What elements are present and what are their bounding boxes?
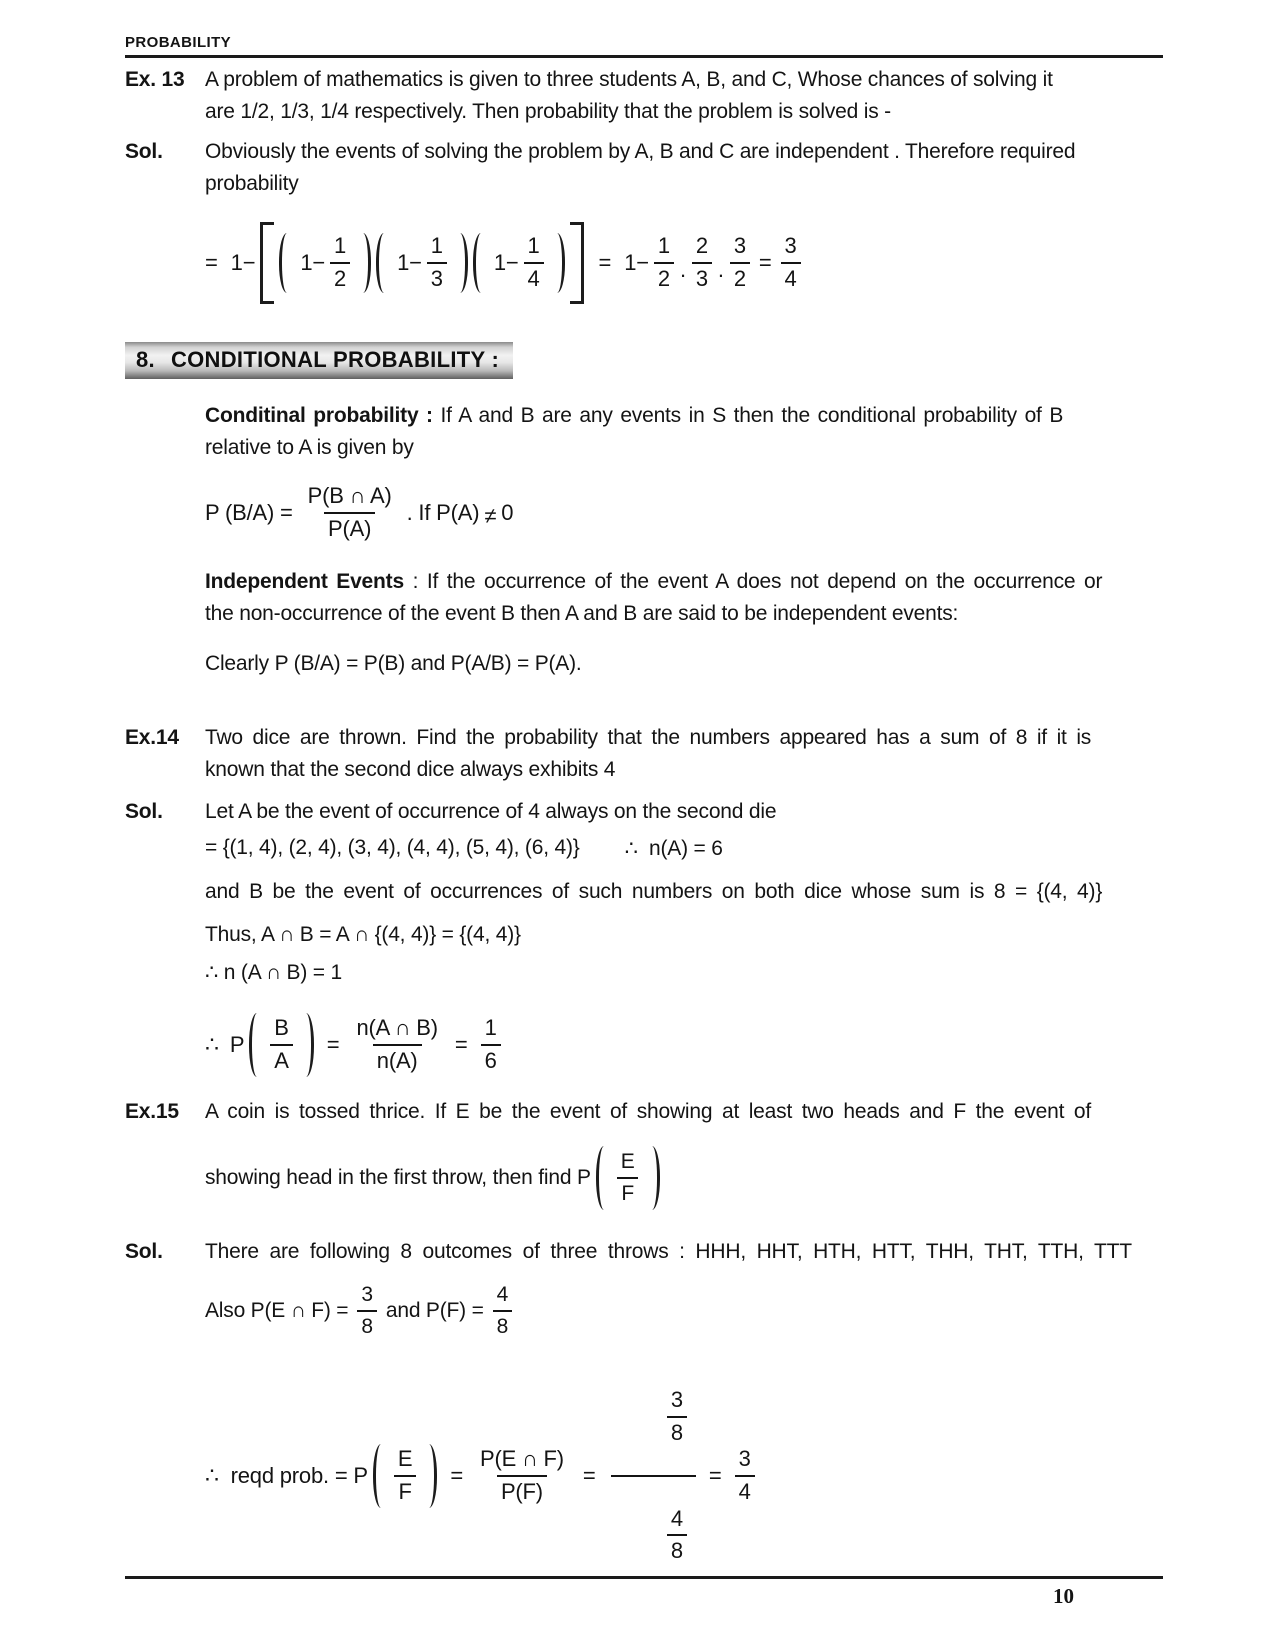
therefore-sign: ∴ xyxy=(205,1032,219,1057)
fraction-denominator: 8 xyxy=(357,1310,376,1339)
fraction-numerator: 4 xyxy=(670,1505,683,1531)
fraction-numerator: 1 xyxy=(527,233,540,259)
compound-fraction xyxy=(611,1364,696,1589)
equals-sign: = xyxy=(205,250,218,275)
fraction-numerator: n(A ∩ B) xyxy=(356,1015,438,1041)
fraction-numerator: 3 xyxy=(670,1387,683,1413)
term: 0 xyxy=(501,500,514,525)
equals-sign: = xyxy=(598,250,612,275)
example-15-line2 xyxy=(205,1140,660,1216)
definition-term: Conditinal probability : xyxy=(205,404,433,427)
fraction-denominator: A xyxy=(270,1044,292,1074)
fraction xyxy=(394,1447,416,1504)
term: . If P(A) xyxy=(406,500,480,525)
solution-13-label: Sol. xyxy=(125,140,163,163)
example-13-label: Ex. 13 xyxy=(125,68,185,91)
text-line: ∴ n (A ∩ B) = 1 xyxy=(205,961,342,984)
dot-operator: . xyxy=(679,257,686,282)
clearly-line: Clearly P (B/A) = P(B) and P(A/B) = P(A). xyxy=(205,652,582,675)
example-15-label: Ex.15 xyxy=(125,1100,179,1123)
dot-operator: . xyxy=(717,257,724,282)
term: ∴ reqd prob. = P xyxy=(205,1463,368,1488)
text-line: Thus, A ∩ B = A ∩ {(4, 4)} = {(4, 4)} xyxy=(205,923,521,946)
fraction-numerator: B xyxy=(274,1015,289,1041)
term: 1− xyxy=(397,250,422,275)
term: P (B/A) = xyxy=(205,500,293,525)
count-statement: ∴ n(A) = 6 xyxy=(624,836,723,860)
fraction-denominator: 3 xyxy=(692,262,712,292)
formula-ex15 xyxy=(205,1387,755,1564)
term: P xyxy=(229,1032,245,1057)
solution-13-text xyxy=(205,136,1075,200)
section-heading xyxy=(125,342,513,379)
equals-sign: = xyxy=(582,1463,596,1488)
example-14-label: Ex.14 xyxy=(125,726,179,749)
text-line: probability xyxy=(205,172,299,195)
text-line: Let A be the event of occurrence of 4 always on the second die xyxy=(205,800,777,823)
fraction-numerator: 1 xyxy=(334,233,347,259)
fraction-denominator: 6 xyxy=(481,1044,501,1074)
term: 1− xyxy=(624,250,649,275)
fraction xyxy=(692,234,712,291)
text-line: Obviously the events of solving the problem by A, B and C are independent . Therefore required xyxy=(205,140,1076,163)
fraction xyxy=(781,234,801,291)
definition-text: : If the occurrence of the event A does not depend on the occurrence or xyxy=(403,570,1103,593)
definition-paragraph xyxy=(205,400,1063,464)
fraction xyxy=(730,234,750,291)
fraction xyxy=(524,234,544,291)
fraction xyxy=(735,1447,755,1504)
page-number: 10 xyxy=(1053,1584,1074,1608)
definition-text: If A and B are any events in S then the conditional probability of B xyxy=(432,404,1064,427)
paren-right xyxy=(355,233,371,293)
fraction-numerator: 1 xyxy=(430,233,443,259)
text-line: known that the second dice always exhibits 4 xyxy=(205,758,616,781)
example-13-text xyxy=(205,64,1053,128)
fraction-denominator: n(A) xyxy=(373,1044,422,1074)
text-line xyxy=(205,566,1102,598)
text-line: relative to A is given by xyxy=(205,436,414,459)
also-formula xyxy=(205,1280,512,1342)
fraction xyxy=(270,1016,292,1073)
example-14-text xyxy=(205,722,1091,786)
paren-left xyxy=(473,233,489,293)
fraction-denominator: P(F) xyxy=(497,1475,547,1505)
paren-left xyxy=(373,1444,389,1508)
example-13 xyxy=(125,64,1185,128)
solution-13 xyxy=(125,136,1185,200)
paren-left xyxy=(279,233,295,293)
example-15 xyxy=(125,1096,1185,1128)
fraction-denominator: 8 xyxy=(667,1416,687,1446)
fraction-numerator: 1 xyxy=(484,1015,497,1041)
fraction-numerator: 3 xyxy=(784,233,797,259)
fraction-numerator: 2 xyxy=(695,233,708,259)
fraction-numerator: 3 xyxy=(733,233,746,259)
fraction-denominator: 8 xyxy=(667,1534,687,1564)
fraction xyxy=(357,1283,376,1338)
fraction xyxy=(667,1507,687,1564)
fraction-denominator: 2 xyxy=(330,262,350,292)
solution-15 xyxy=(125,1236,1185,1268)
fraction-denominator: 4 xyxy=(781,262,801,292)
fraction xyxy=(617,1150,639,1205)
fraction xyxy=(493,1283,512,1338)
fraction xyxy=(330,234,350,291)
term: and P(F) = xyxy=(385,1299,484,1322)
equals-sign: = xyxy=(708,1463,722,1488)
fraction xyxy=(427,234,447,291)
formula-conditional xyxy=(205,478,513,548)
fraction-numerator: E xyxy=(620,1150,635,1174)
text-line xyxy=(205,400,1063,432)
equals-sign: = xyxy=(758,250,772,275)
term: Also P(E ∩ F) = xyxy=(205,1299,349,1322)
text-line: A problem of mathematics is given to three students A, B, and C, Whose chances of solving it xyxy=(205,68,1053,91)
fraction-denominator: F xyxy=(617,1177,638,1206)
formula-ex13 xyxy=(205,224,801,302)
section-title: CONDITIONAL PROBABILITY : xyxy=(170,347,500,372)
fraction-denominator: 4 xyxy=(735,1475,755,1505)
fraction-numerator: 1 xyxy=(657,233,670,259)
term: 1− xyxy=(493,250,519,275)
fraction-denominator: 2 xyxy=(654,262,674,292)
running-header: PROBABILITY xyxy=(125,34,232,51)
fraction-denominator: 4 xyxy=(524,262,544,292)
compound-numerator xyxy=(611,1364,696,1476)
fraction-denominator: 2 xyxy=(730,262,750,292)
fraction xyxy=(654,234,674,291)
fraction xyxy=(667,1388,687,1445)
solution-14 xyxy=(125,796,1185,828)
fraction-numerator: P(B ∩ A) xyxy=(307,483,392,509)
paren-left xyxy=(249,1013,265,1077)
footer-rule xyxy=(125,1576,1163,1579)
fraction-numerator: 3 xyxy=(361,1283,373,1307)
set-line xyxy=(205,832,723,864)
paren-left xyxy=(376,233,392,293)
text-line: Two dice are thrown. Find the probability that the numbers appeared has a sum of 8 if it is xyxy=(205,726,1092,749)
fraction-denominator: 3 xyxy=(427,262,447,292)
term: 1− xyxy=(230,250,256,275)
paren-left xyxy=(596,1146,612,1210)
set-enumeration: = {(1, 4), (2, 4), (3, 4), (4, 4), (5, 4), (6, 4)} xyxy=(205,836,580,859)
paren-right xyxy=(452,233,468,293)
paren-right xyxy=(644,1146,660,1210)
text-line: are 1/2, 1/3, 1/4 respectively. Then probability that the problem is solved is - xyxy=(205,100,891,123)
not-equal-sign: ≠ xyxy=(484,503,497,528)
text-line: showing head in the first throw, then find P xyxy=(205,1166,591,1189)
bracket-right xyxy=(570,222,584,304)
fraction-denominator: F xyxy=(394,1475,415,1505)
example-14 xyxy=(125,722,1185,786)
fraction-denominator: 8 xyxy=(493,1310,512,1339)
fraction xyxy=(352,1016,441,1073)
solution-15-label: Sol. xyxy=(125,1240,163,1263)
paren-right xyxy=(421,1444,437,1508)
paren-right xyxy=(298,1013,314,1077)
fraction xyxy=(476,1447,568,1504)
equals-sign: = xyxy=(450,1463,463,1488)
term: 1− xyxy=(300,250,326,275)
formula-ex14 xyxy=(205,1005,501,1085)
text-line: There are following 8 outcomes of three throws : HHH, HHT, HTH, HTT, THH, THT, TTH, TTT xyxy=(205,1240,1132,1263)
equals-sign: = xyxy=(326,1032,340,1057)
fraction xyxy=(304,484,396,541)
section-number: 8. xyxy=(136,347,155,372)
equals-sign: = xyxy=(454,1032,468,1057)
definition-term: Independent Events xyxy=(205,570,404,593)
compound-denominator xyxy=(611,1475,696,1589)
independent-events-paragraph xyxy=(205,566,1102,630)
fraction-numerator: P(E ∩ F) xyxy=(480,1446,564,1472)
text-line: A coin is tossed thrice. If E be the event of showing at least two heads and F the event of xyxy=(205,1100,1091,1123)
text-line: and B be the event of occurrences of such numbers on both dice whose sum is 8 = {(4, 4)} xyxy=(205,880,1103,903)
paren-right xyxy=(549,233,565,293)
fraction-numerator: E xyxy=(397,1446,413,1472)
header-rule xyxy=(125,55,1163,58)
fraction xyxy=(481,1016,501,1073)
bracket-left xyxy=(260,222,274,304)
fraction-numerator: 4 xyxy=(496,1283,509,1307)
fraction-denominator: P(A) xyxy=(324,512,375,542)
solution-14-label: Sol. xyxy=(125,800,163,823)
text-line: the non-occurrence of the event B then A and B are said to be independent events: xyxy=(205,602,959,625)
fraction-numerator: 3 xyxy=(738,1446,751,1472)
